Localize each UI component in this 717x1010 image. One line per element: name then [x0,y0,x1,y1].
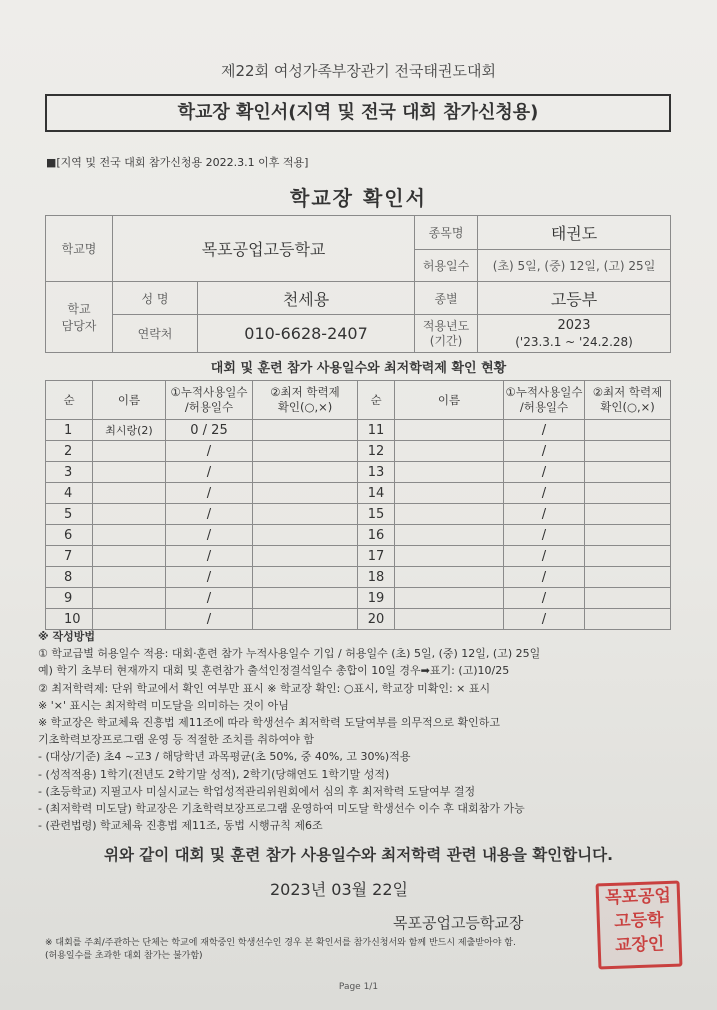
row-min [253,609,358,630]
col-name-right: 이름 [395,381,504,420]
table-row [46,546,671,567]
row-min [585,462,671,483]
person-label [46,282,113,353]
row-no: 9 [46,588,93,609]
row-no: 3 [46,462,93,483]
row-days: / [504,525,585,546]
row-days: / [504,504,585,525]
row-name [395,525,504,546]
seal-line: 교장인 [614,934,665,956]
row-min [585,609,671,630]
year-label-line1: 적용년도 [422,318,470,333]
row-name [395,483,504,504]
col-no-right: 순 [358,381,395,420]
title-box: 학교장 확인서(지역 및 전국 대회 참가신청용) [45,94,671,132]
confirmation-statement: 위와 같이 대회 및 훈련 참가 사용일수와 최저학력 관련 내용을 확인합니다. [103,846,614,864]
row-min [253,420,358,441]
row-name [395,609,504,630]
table-row [46,420,671,441]
row-no: 14 [358,483,395,504]
row-name [93,567,166,588]
manager-name: 천세용 [198,282,415,315]
row-days: / [166,441,253,462]
row-no: 17 [358,546,395,567]
col-name-left: 이름 [93,381,166,420]
row-name [93,462,166,483]
person-label-line1: 학교 [67,302,91,316]
row-days: / [166,525,253,546]
col-min-left-l1: ②최저 학력제 [270,385,340,399]
row-days: / [504,483,585,504]
row-no: 4 [46,483,93,504]
row-min [585,420,671,441]
row-name [93,588,166,609]
row-days: / [504,441,585,462]
row-min [253,546,358,567]
page-number: Page 1/1 [338,982,379,992]
name-label: 성 명 [113,282,198,315]
row-min [253,567,358,588]
year: 2023 [557,317,591,333]
table-row [46,462,671,483]
official-seal [596,881,683,970]
note-line: - (최저학력 미도달) 학교장은 기초학력보장프로그램 운영하여 미도달 학생선수 이수 후 대회참가 가능 [38,802,525,816]
row-min [585,504,671,525]
row-min [585,567,671,588]
note-line: ② 최저학력제: 단위 학교에서 확인 여부만 표시 ※ 학교장 확인: ○표시, 학교장 미확인: × 표시 [38,681,491,695]
school-name: 목포공업고등학교 [113,216,415,282]
row-name [395,546,504,567]
form-note: ■[지역 및 전국 대회 참가신청용 2022.3.1 이후 적용] [46,156,309,169]
period: ('23.3.1 ~ '24.2.28) [515,334,633,349]
col-days-right-l2: /허용일수 [519,400,569,414]
row-name [93,546,166,567]
row-name [93,483,166,504]
row-days: / [166,546,253,567]
note-line: - (초등학교) 지필고사 미실시교는 학업성적관리위원회에서 심의 후 최저학력 도달여부 결정 [38,784,476,798]
row-name: 최시랑(2) [93,420,166,441]
year-label [415,315,478,353]
row-no: 18 [358,567,395,588]
year-label-line2: (기간) [429,333,463,348]
row-no: 15 [358,504,395,525]
division-label: 종별 [415,282,478,315]
row-name [93,441,166,462]
row-no: 6 [46,525,93,546]
row-no: 12 [358,441,395,462]
note-line: - (관련법령) 학교체육 진흥법 제11조, 동법 시행규칙 제6조 [38,819,323,833]
school-info-table [45,215,671,353]
note-line: 예) 학기 초부터 현재까지 대회 및 훈련참가 출석인정결석일수 총합이 10일 경우➡표기: (고)10/25 [38,664,510,678]
col-no-left: 순 [46,381,93,420]
table-row [46,525,671,546]
row-name [395,462,504,483]
writing-instructions [38,628,540,834]
sport-value: 태권도 [478,216,671,250]
note-line: - (대상/기준) 초4 ~고3 / 해당학년 과목평균(초 50%, 중 40%, 고 30%)적용 [38,750,411,764]
row-min [253,588,358,609]
row-name [395,567,504,588]
row-min [253,483,358,504]
school-label: 학교명 [46,216,113,282]
row-min [585,525,671,546]
col-days-left [166,381,253,420]
sport-label: 종목명 [415,216,478,250]
year-value [478,315,671,353]
col-min-right [585,381,671,420]
row-days: / [166,588,253,609]
col-min-left [253,381,358,420]
usage-table [45,380,671,630]
note-line: ① 학교급별 허용일수 적용: 대회·훈련 참가 누적사용일수 기입 / 허용일수 (초) 5일, (중) 12일, (고) 25일 [38,647,541,661]
note-line: ※ 학교장은 학교체육 진흥법 제11조에 따라 학생선수 최저학력 도달여부를 의무적으로 확인하고 [38,716,500,730]
row-no: 5 [46,504,93,525]
row-days: / [166,504,253,525]
allowed-days-label: 허용일수 [415,250,478,282]
table-row [46,588,671,609]
col-days-left-l2: /허용일수 [184,400,234,414]
row-days: / [504,420,585,441]
row-min [253,525,358,546]
row-days: 0 / 25 [166,420,253,441]
table-row [46,609,671,630]
row-name [93,609,166,630]
row-days: / [166,567,253,588]
row-no: 20 [358,609,395,630]
issue-date: 2023년 03월 22일 [270,880,408,899]
row-days: / [166,609,253,630]
row-days: / [504,567,585,588]
row-no: 16 [358,525,395,546]
row-min [585,441,671,462]
row-days: / [504,588,585,609]
row-name [395,588,504,609]
footnote-line1: ※ 대회를 주최/주관하는 단체는 학교에 재학중인 학생선수인 경우 본 확인서를 참가신청서와 함께 반드시 제출받아야 함. [45,938,516,948]
row-days: / [504,546,585,567]
event-name: 제22회 여성가족부장관기 전국태권도대회 [221,62,496,80]
row-no: 10 [46,609,93,630]
row-days: / [166,483,253,504]
row-days: / [166,462,253,483]
table-row [46,504,671,525]
col-min-left-l2: 확인(○,×) [277,400,333,414]
division-value: 고등부 [478,282,671,315]
row-name [93,525,166,546]
row-name [395,504,504,525]
document-title: 학교장 확인서 [290,186,427,210]
row-no: 2 [46,441,93,462]
row-min [253,462,358,483]
table-row [46,441,671,462]
row-min [585,588,671,609]
usage-section-title: 대회 및 훈련 참가 사용일수와 최저학력제 확인 현황 [210,361,507,376]
row-days: / [504,462,585,483]
row-no: 11 [358,420,395,441]
col-min-right-l2: 확인(○,×) [600,400,655,414]
principal-name: 목포공업고등학교장 [393,914,524,932]
row-min [253,504,358,525]
row-min [253,441,358,462]
person-label-line2: 담당자 [61,319,97,333]
note-line: ※ '×' 표시는 최저학력 미도달을 의미하는 것이 아님 [38,698,289,712]
note-line: - (성적적용) 1학기(전년도 2학기말 성적), 2학기(당해연도 1학기말 성적) [38,767,390,781]
contact-value: 010-6628-2407 [198,315,415,353]
note-line: 기초학력보장프로그램 운영 등 적절한 조치를 취하여야 함 [38,733,315,747]
row-days: / [504,609,585,630]
row-no: 19 [358,588,395,609]
row-name [93,504,166,525]
row-name [395,420,504,441]
row-min [585,483,671,504]
row-no: 8 [46,567,93,588]
row-name [395,441,504,462]
row-no: 7 [46,546,93,567]
col-min-right-l1: ②최저 학력제 [592,385,663,399]
row-min [585,546,671,567]
table-row [46,567,671,588]
footnote-line2: (허용일수를 초과한 대회 참가는 불가함) [45,951,203,961]
seal-line: 목포공업 [604,885,672,909]
col-days-left-l1: ①누적사용일수 [170,385,248,399]
seal-line: 고등학 [613,910,664,932]
col-days-right [504,381,585,420]
row-no: 1 [46,420,93,441]
note-line: ※ 작성방법 [38,630,96,643]
contact-label: 연락처 [113,315,198,353]
row-no: 13 [358,462,395,483]
table-row [46,483,671,504]
footnote [45,937,516,963]
col-days-right-l1: ①누적사용일수 [505,385,583,399]
allowed-days-value: (초) 5일, (중) 12일, (고) 25일 [478,250,671,282]
